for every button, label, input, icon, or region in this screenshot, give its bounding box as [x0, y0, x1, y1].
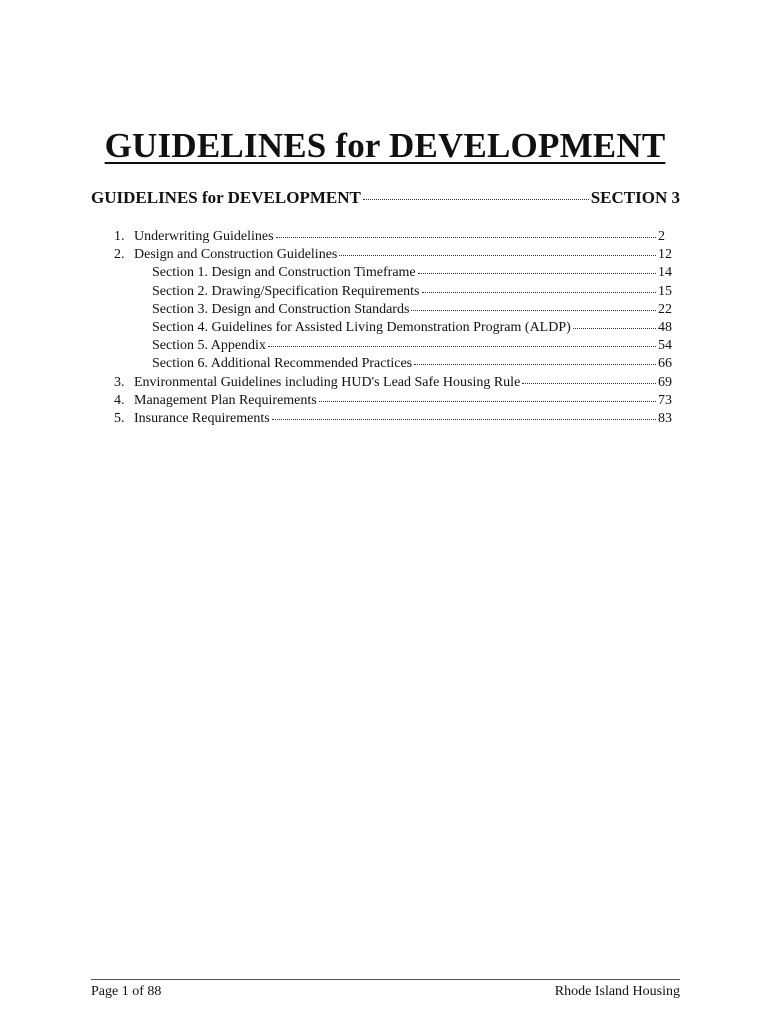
dot-leader — [268, 346, 656, 347]
toc-entry-page: 48 — [658, 319, 672, 335]
toc-subentry-section-4[interactable] — [114, 320, 680, 338]
dot-leader — [319, 401, 656, 402]
toc-entry-page: 22 — [658, 301, 672, 317]
toc-entry-label: Insurance Requirements — [134, 410, 270, 426]
toc-subentry-section-3[interactable] — [114, 302, 680, 320]
toc-entry-number: 1. — [114, 229, 125, 244]
toc-entry-underwriting[interactable] — [114, 229, 680, 247]
toc-entry-label: Section 2. Drawing/Specification Requirements — [152, 283, 420, 299]
table-of-contents — [114, 229, 680, 429]
toc-entry-label: Management Plan Requirements — [134, 392, 317, 408]
toc-entry-management-plan[interactable] — [114, 393, 680, 411]
section-heading — [91, 188, 680, 208]
toc-entry-page: 14 — [658, 265, 672, 281]
toc-subentry-section-6[interactable] — [114, 356, 680, 374]
toc-entry-page: 66 — [658, 356, 672, 372]
title-container — [0, 126, 770, 166]
footer-divider — [91, 979, 680, 980]
toc-entry-design-construction[interactable] — [114, 247, 680, 265]
toc-entry-label: Section 3. Design and Construction Standards — [152, 301, 410, 317]
dot-leader — [418, 273, 656, 274]
toc-entry-insurance[interactable] — [114, 411, 680, 429]
page-title: GUIDELINES for DEVELOPMENT — [104, 126, 666, 165]
toc-entry-label: Section 5. Appendix — [152, 338, 266, 354]
toc-entry-page: 69 — [658, 374, 672, 390]
toc-entry-label: Design and Construction Guidelines — [134, 247, 338, 263]
toc-entry-page: 15 — [658, 283, 672, 299]
section-heading-number: SECTION 3 — [590, 188, 680, 207]
dot-leader — [422, 292, 657, 293]
organization-name: Rhode Island Housing — [554, 984, 680, 999]
toc-entry-page: 73 — [658, 392, 672, 408]
toc-subentry-section-5[interactable] — [114, 338, 680, 356]
dot-leader — [414, 364, 656, 365]
dot-leader — [272, 419, 656, 420]
toc-entry-label: Section 1. Design and Construction Timeframe — [152, 265, 416, 281]
toc-entry-number: 5. — [114, 410, 125, 426]
section-heading-title: GUIDELINES for DEVELOPMENT — [91, 188, 361, 207]
toc-entry-page: 83 — [658, 410, 672, 426]
toc-entry-number: 3. — [114, 374, 125, 390]
toc-subentry-section-2[interactable] — [114, 284, 680, 302]
toc-entry-environmental[interactable] — [114, 375, 680, 393]
toc-entry-page: 2 — [658, 229, 665, 244]
dot-leader — [363, 199, 589, 200]
dot-leader — [339, 255, 656, 256]
toc-entry-label: Environmental Guidelines including HUD's Lead Safe Housing Rule — [134, 374, 521, 390]
page-number: Page 1 of 88 — [91, 984, 162, 999]
page-footer — [91, 984, 680, 1000]
dot-leader — [573, 328, 656, 329]
toc-entry-number: 2. — [114, 247, 125, 263]
dot-leader — [411, 310, 656, 311]
toc-entry-label: Underwriting Guidelines — [134, 229, 274, 244]
toc-entry-number: 4. — [114, 392, 125, 408]
toc-entry-label: Section 6. Additional Recommended Practices — [152, 356, 413, 372]
toc-subentry-section-1[interactable] — [114, 265, 680, 283]
dot-leader — [522, 383, 656, 384]
toc-entry-label: Section 4. Guidelines for Assisted Living Demonstration Program (ALDP) — [152, 319, 571, 335]
dot-leader — [276, 237, 656, 238]
toc-entry-page: 54 — [658, 338, 672, 354]
toc-entry-page: 12 — [658, 247, 672, 263]
